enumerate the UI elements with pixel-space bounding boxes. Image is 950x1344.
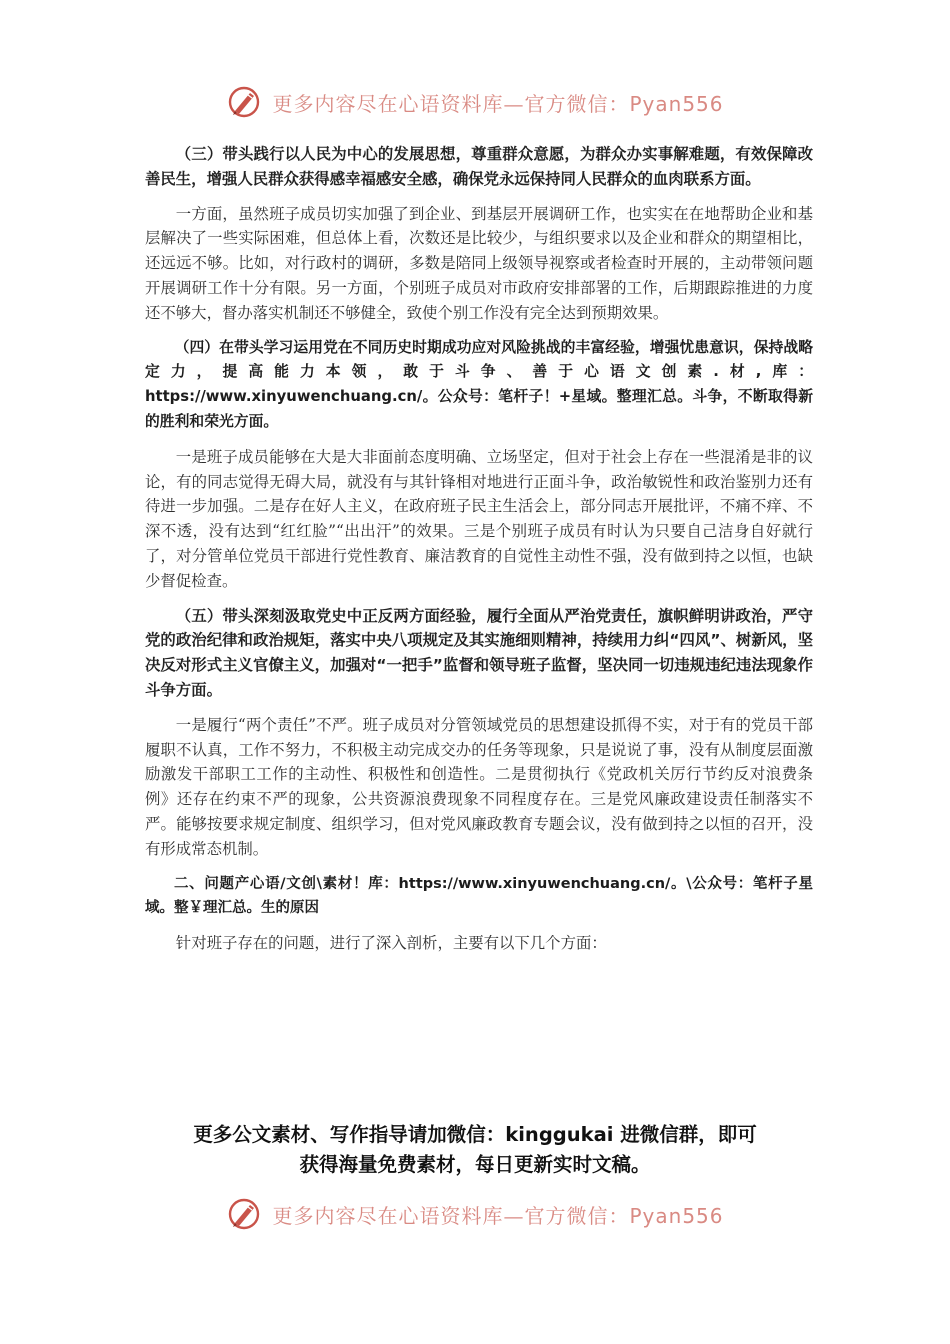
body-paragraph: 针对班子存在的问题，进行了深入剖析，主要有以下几个方面： xyxy=(175,934,607,953)
promo-text xyxy=(100,1120,850,1180)
section-heading-5: （五）带头深刻汲取党史中正反两方面经验，履行全面从严治党责任，旗帜鲜明讲政治，严守党的政治纪律和政治规矩，落实中央八项规定及其实施细则精神，持续用力纠“四风”、树新风，坚决反对形式主义官僚主义，加强对“一把手”监督和领导班子监督，坚决同一切违规违纪违法现象作斗争方面。 xyxy=(145,606,813,699)
section-heading-3: （三）带头践行以人民为中心的发展思想，尊重群众意愿，为群众办实事解难题，有效保障改善民生，增强人民群众获得感幸福感安全感，确保党永远保持同人民群众的血肉联系方面。 xyxy=(145,145,813,188)
body-paragraph: 一方面，虽然班子成员切实加强了到企业、到基层开展调研工作，也实实在在地帮助企业和基层解决了一些实际困难，但总体上看，次数还是比较少，与组织要求以及企业和群众的期望相比，还远远不够。比如，对行政村的调研，多数是陪同上级领导视察或者检查时开展的，主动带领问题开展调研工作十分有限。另一方面，个别班子成员对市政府安排部署的工作，后期跟踪推进的力度还不够大，督办落实机制还不够健全，致使个别工作没有完全达到预期效果。 xyxy=(145,204,813,322)
footer-watermark xyxy=(0,1192,950,1236)
header-watermark xyxy=(0,80,950,124)
promo-line-2: 获得海量免费素材，每日更新实时文稿。 xyxy=(299,1153,651,1176)
watermark-text: 更多内容尽在心语资料库—官方微信：Pyan556 xyxy=(272,1203,724,1228)
body-paragraph: 一是班子成员能够在大是大非面前态度明确、立场坚定，但对于社会上存在一些混淆是非的议论，有的同志觉得无碍大局，就没有与其针锋相对地进行正面斗争，政治敏锐性和政治鉴别力还有待进一步加强。二是存在好人主义，在政府班子民主生活会上，部分同志开展批评，不痛不痒、不深不透，没有达到“红红脸”“出出汗”的效果。三是个别班子成员有时认为只要自己洁身自好就行了，对分管单位党员干部进行党性教育、廉洁教育的自觉性主动性不强，没有做到持之以恒，也缺少督促检查。 xyxy=(145,447,813,590)
section-heading-4: （四）在带头学习运用党在不同历史时期成功应对风险挑战的丰富经验，增强忧患意识，保持战略定力，提高能力本领，敢于斗争、善于心语文创素.材,库：https://www.xinyuwenchuang.cn/。公众号：笔杆子！+星域。整理汇总。斗争，不断取得新的胜利和荣光方面。 xyxy=(145,338,813,430)
watermark-text: 更多内容尽在心语资料库—官方微信：Pyan556 xyxy=(272,91,724,116)
document-body xyxy=(145,142,813,966)
section-title-causes: 二、问题产心语/文创\素材！库：https://www.xinyuwenchuang.cn/。\公众号：笔杆子星域。整￥理汇总。生的原因 xyxy=(145,875,813,917)
watermark-wechat-id: Pyan556 xyxy=(629,91,724,116)
pen-circle-logo-icon xyxy=(226,84,262,120)
body-paragraph: 一是履行“两个责任”不严。班子成员对分管领域党员的思想建设抓得不实，对于有的党员干部履职不认真，工作不努力，不积极主动完成交办的任务等现象，只是说说了事，没有从制度层面激励激发干部职工工作的主动性、积极性和创造性。二是贯彻执行《党政机关厉行节约反对浪费条例》还存在约束不严的现象，公共资源浪费现象不同程度存在。三是党风廉政建设责任制落实不严。能够按要求规定制度、组织学习，但对党风廉政教育专题会议，没有做到持之以恒的召开，没有形成常态机制。 xyxy=(145,715,813,858)
watermark-wechat-id: Pyan556 xyxy=(629,1203,724,1228)
pen-circle-logo-icon xyxy=(226,1196,262,1232)
promo-line-1: 更多公文素材、写作指导请加微信：kinggukai 进微信群，即可 xyxy=(193,1123,757,1146)
